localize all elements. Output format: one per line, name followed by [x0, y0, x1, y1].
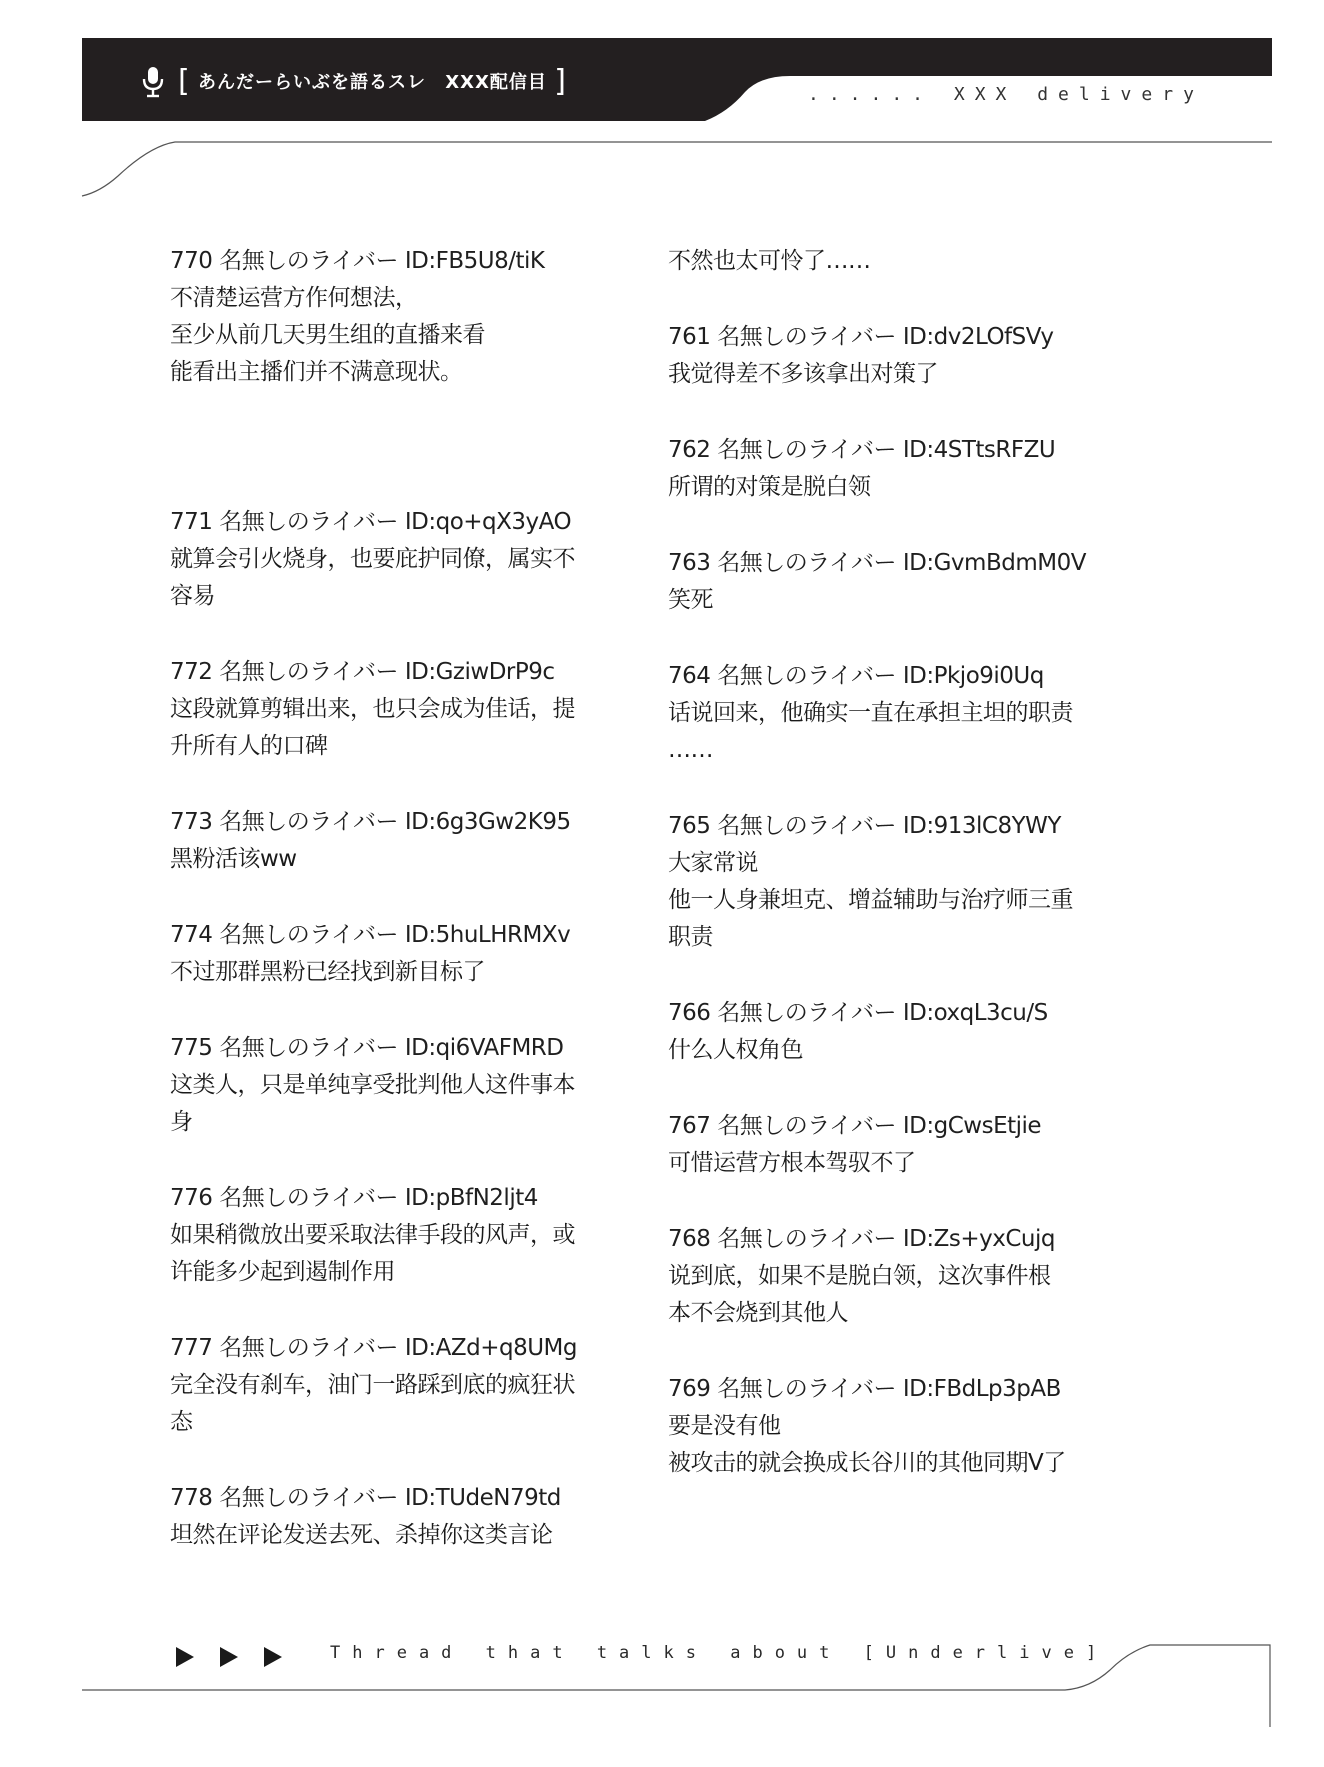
- post-item: [668, 319, 1118, 393]
- left-post-column: [170, 243, 620, 1554]
- post-line: 态: [170, 1409, 193, 1435]
- header-tagline: ...... XXX delivery: [808, 84, 1204, 105]
- post-header: 763 名無しのライバー ID:GvmBdmM0V: [668, 550, 1086, 576]
- post-header: 773 名無しのライバー ID:6g3Gw2K95: [170, 809, 571, 835]
- post-item: [170, 504, 620, 615]
- post-line: 不过那群黑粉已经找到新目标了: [170, 959, 485, 985]
- post-line: 他一人身兼坦克、增益辅助与治疗师三重: [668, 887, 1073, 913]
- play-arrows-icon: [176, 1645, 286, 1669]
- post-header: 776 名無しのライバー ID:pBfN2ljt4: [170, 1185, 538, 1211]
- post-line: 如果稍微放出要采取法律手段的风声，或: [170, 1222, 575, 1248]
- post-item: [668, 1371, 1118, 1482]
- post-line: 被攻击的就会换成长谷川的其他同期V了: [668, 1450, 1066, 1476]
- post-line: 笑死: [668, 587, 713, 613]
- post-line: 本不会烧到其他人: [668, 1300, 848, 1326]
- post-line: 我觉得差不多该拿出对策了: [668, 361, 938, 387]
- footer-text: Thread that talks about [Underlive]: [330, 1643, 1109, 1663]
- post-line: 说到底，如果不是脱白领，这次事件根: [668, 1263, 1051, 1289]
- post-line: 不清楚运营方作何想法，: [170, 285, 418, 311]
- post-line: 容易: [170, 583, 215, 609]
- right-post-column: [668, 243, 1118, 1482]
- post-item: [170, 804, 620, 878]
- post-line: 就算会引火烧身，也要庇护同僚，属实不: [170, 546, 575, 572]
- post-line: 许能多少起到遏制作用: [170, 1259, 395, 1285]
- post-line: 什么人权角色: [668, 1037, 803, 1063]
- post-header: 769 名無しのライバー ID:FBdLp3pAB: [668, 1376, 1061, 1402]
- post-item: [668, 432, 1118, 506]
- post-line: 坦然在评论发送去死、杀掉你这类言论: [170, 1522, 553, 1548]
- post-item: [170, 917, 620, 991]
- post-line: 大家常说: [668, 850, 758, 876]
- post-header: 766 名無しのライバー ID:oxqL3cu/S: [668, 1000, 1048, 1026]
- post-line: 话说回来，他确实一直在承担主坦的职责: [668, 700, 1073, 726]
- post-item: [668, 1221, 1118, 1332]
- thread-subtitle: XXX配信目: [445, 72, 547, 93]
- post-line: 所谓的对策是脱白领: [668, 474, 871, 500]
- post-line: 身: [170, 1109, 193, 1135]
- post-line: 要是没有他: [668, 1413, 781, 1439]
- post-line: 职责: [668, 924, 713, 950]
- post-header: 772 名無しのライバー ID:GziwDrP9c: [170, 659, 555, 685]
- post-item: [668, 995, 1118, 1069]
- post-header: 778 名無しのライバー ID:TUdeN79td: [170, 1485, 561, 1511]
- post-header: 775 名無しのライバー ID:qi6VAFMRD: [170, 1035, 564, 1061]
- post-item: [170, 1030, 620, 1141]
- post-header: 768 名無しのライバー ID:Zs+yxCujq: [668, 1226, 1055, 1252]
- header-title: [178, 62, 567, 102]
- post-item: [170, 1180, 620, 1291]
- post-line: 黑粉活该ww: [170, 846, 297, 872]
- post-line: 这类人，只是单纯享受批判他人这件事本: [170, 1072, 575, 1098]
- post-line: 至少从前几天男生组的直播来看: [170, 322, 485, 348]
- post-item: [668, 808, 1118, 956]
- post-header: 761 名無しのライバー ID:dv2LOfSVy: [668, 324, 1054, 350]
- post-item: [668, 658, 1118, 769]
- post-header: 770 名無しのライバー ID:FB5U8/tiK: [170, 248, 545, 274]
- post-item: [170, 1480, 620, 1554]
- post-header: 767 名無しのライバー ID:gCwsEtjie: [668, 1113, 1042, 1139]
- post-header: 762 名無しのライバー ID:4STtsRFZU: [668, 437, 1056, 463]
- thread-title: あんだーらいぶを語るスレ: [198, 72, 426, 93]
- post-line: 能看出主播们并不满意现状。: [170, 359, 463, 385]
- post-header: 765 名無しのライバー ID:913lC8YWY: [668, 813, 1061, 839]
- post-line: 可惜运营方根本驾驭不了: [668, 1150, 916, 1176]
- post-item: [170, 654, 620, 765]
- bracket-open: [: [178, 64, 191, 99]
- post-line: 这段就算剪辑出来，也只会成为佳话，提: [170, 696, 575, 722]
- post-item: [170, 243, 620, 391]
- header-swoosh-line: [82, 142, 1272, 196]
- post-header: 771 名無しのライバー ID:qo+qX3yAO: [170, 509, 572, 535]
- microphone-icon: [142, 66, 164, 98]
- post-line: 不然也太可怜了……: [668, 248, 871, 274]
- post-item: [668, 243, 1118, 280]
- post-item: [170, 1330, 620, 1441]
- post-line: ……: [668, 737, 713, 763]
- post-line: 升所有人的口碑: [170, 733, 328, 759]
- post-header: 764 名無しのライバー ID:Pkjo9i0Uq: [668, 663, 1044, 689]
- post-line: 完全没有刹车，油门一路踩到底的疯狂状: [170, 1372, 575, 1398]
- bracket-close: ]: [554, 64, 567, 99]
- post-header: 774 名無しのライバー ID:5huLHRMXv: [170, 922, 571, 948]
- post-header: 777 名無しのライバー ID:AZd+q8UMg: [170, 1335, 577, 1361]
- post-item: [668, 1108, 1118, 1182]
- post-item: [668, 545, 1118, 619]
